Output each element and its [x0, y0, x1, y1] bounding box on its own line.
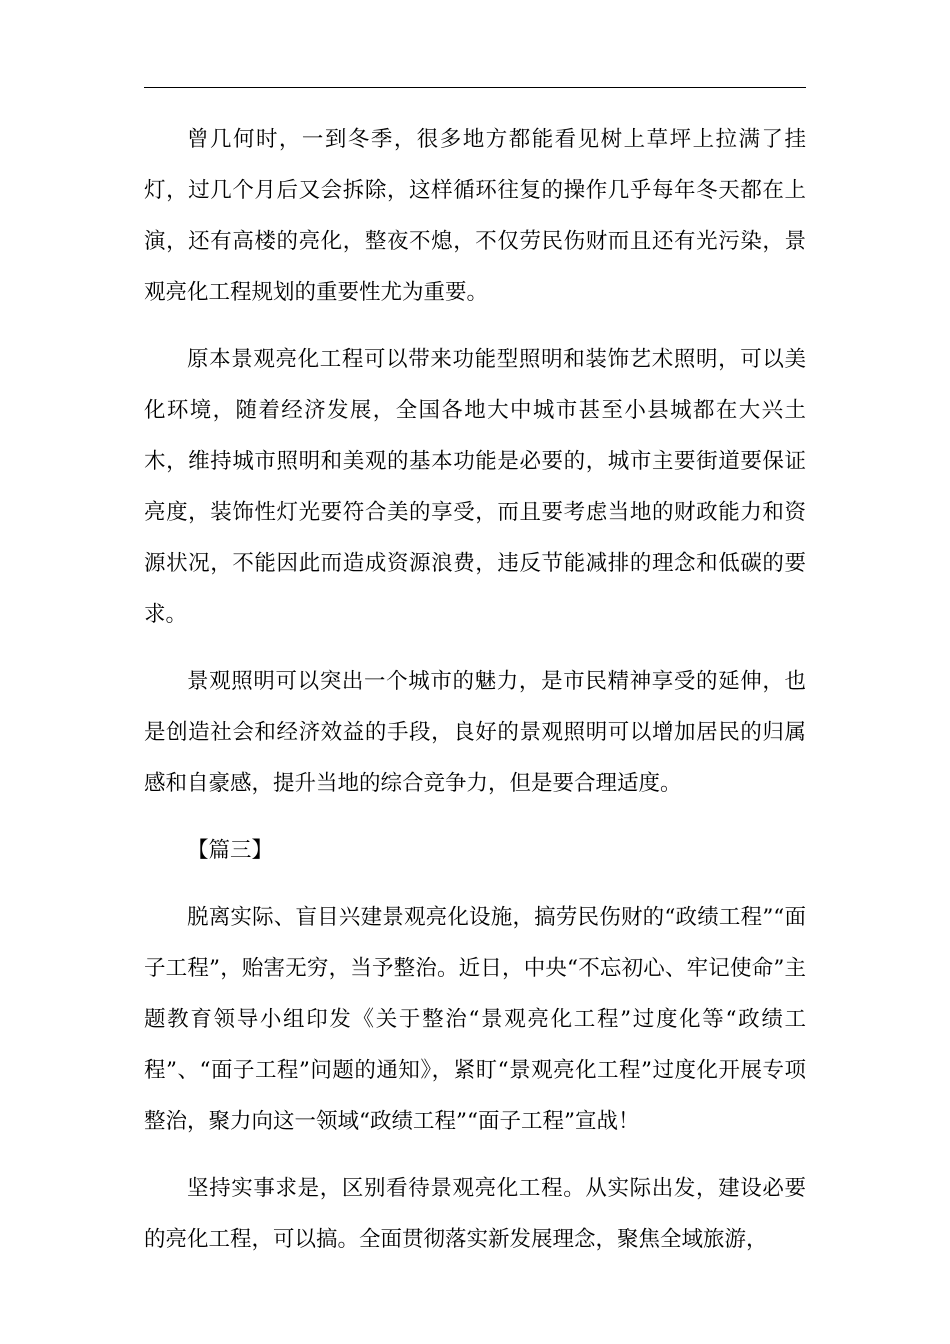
paragraph-5: 坚持实事求是，区别看待景观亮化工程。从实际出发，建设必要的亮化工程，可以搞。全面贯彻落实新发展理念，聚焦全域旅游， [144, 1176, 806, 1252]
paragraph-3: 景观照明可以突出一个城市的魅力，是市民精神享受的延伸，也是创造社会和经济效益的手段，良好的景观照明可以增加居民的归属感和自豪感，提升当地的综合竞争力，但是要合理适度。 [144, 669, 806, 796]
header-rule [144, 87, 806, 88]
section-heading: 【篇三】 [187, 838, 274, 863]
paragraph-1: 曾几何时，一到冬季，很多地方都能看见树上草坪上拉满了挂灯，过几个月后又会拆除，这样循环往复的操作几乎每年冬天都在上演，还有高楼的亮化，整夜不熄，不仅劳民伤财而且还有光污染，景观亮化工程规划的重要性尤为重要。 [144, 127, 806, 305]
paragraph-4: 脱离实际、盲目兴建景观亮化设施，搞劳民伤财的“政绩工程”“面子工程”，贻害无穷，当予整治。近日，中央“不忘初心、牢记使命”主题教育领导小组印发《关于整治“景观亮化工程”过度化等“政绩工程”、“面子工程”问题的通知》，紧盯“景观亮化工程”过度化开展专项整治，聚力向这一领域“政绩工程”“面子工程”宣战！ [144, 905, 806, 1134]
document-body [144, 114, 806, 1281]
paragraph-2: 原本景观亮化工程可以带来功能型照明和装饰艺术照明，可以美化环境，随着经济发展，全国各地大中城市甚至小县城都在大兴土木，维持城市照明和美观的基本功能是必要的，城市主要街道要保证亮度，装饰性灯光要符合美的享受，而且要考虑当地的财政能力和资源状况，不能因此而造成资源浪费，违反节能减排的理念和低碳的要求。 [144, 347, 806, 627]
